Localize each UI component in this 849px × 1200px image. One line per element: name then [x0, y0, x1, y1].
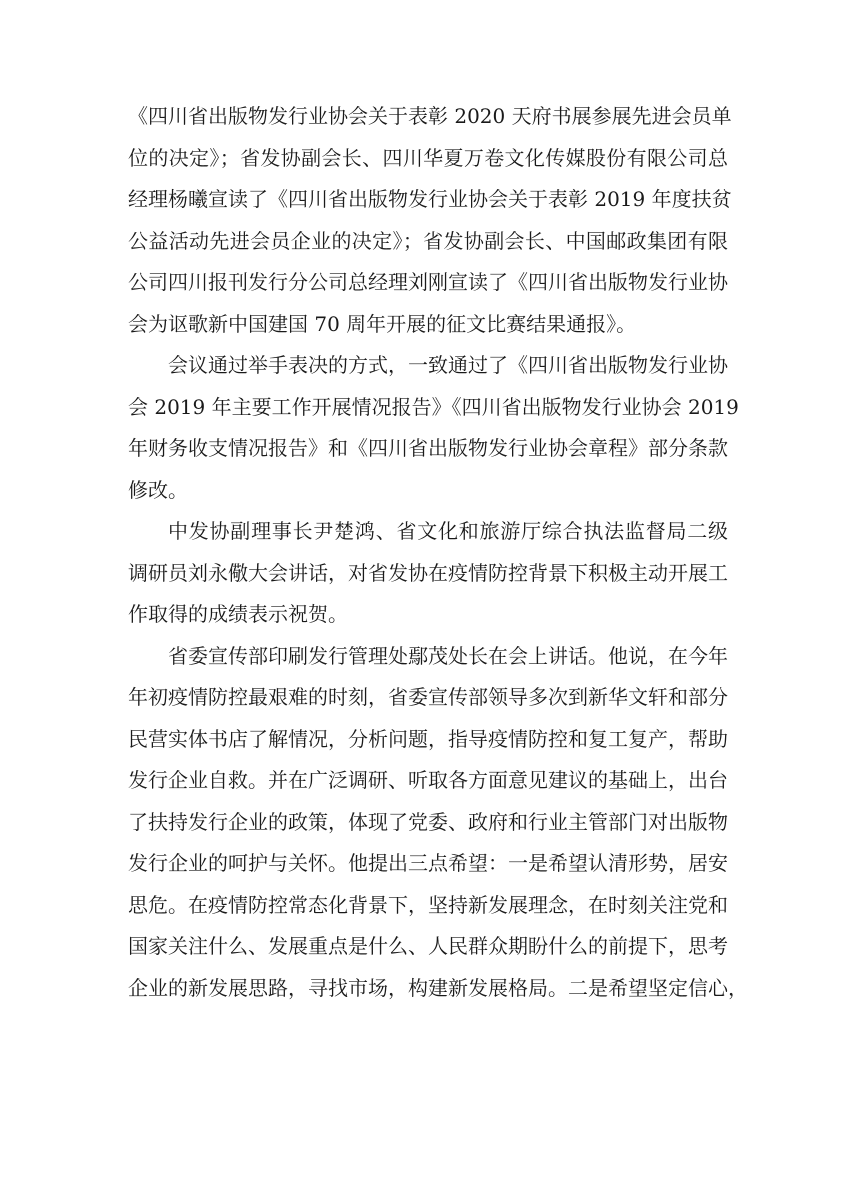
text-line: 修改。 [128, 477, 188, 502]
text-line: 国家关注什么、发展重点是什么、人民群众期盼什么的前提下，思考 [128, 934, 728, 958]
paragraph-1 [128, 96, 732, 345]
text-line: 中发协副理事长尹楚鸿、省文化和旅游厅综合执法监督局二级 [168, 519, 728, 543]
text-line: 会议通过举手表决的方式，一致通过了《四川省出版物发行业协 [168, 353, 728, 377]
text-line: 年财务收支情况报告》和《四川省出版物发行业协会章程》部分条款 [128, 436, 728, 460]
paragraph-2 [128, 345, 739, 511]
text-line: 会为讴歌新中国建国 70 周年开展的征文比赛结果通报》。 [128, 311, 637, 336]
text-line: 发行企业自救。并在广泛调研、听取各方面意见建议的基础上，出台 [128, 768, 728, 792]
text-line: 了扶持发行企业的政策，体现了党委、政府和行业主管部门对出版物 [128, 809, 728, 834]
text-line: 民营实体书店了解情况，分析问题，指导疫情防控和复工复产，帮助 [128, 726, 728, 751]
paragraph-4 [128, 636, 748, 1010]
text-line: 发行企业的呵护与关怀。他提出三点希望：一是希望认清形势，居安 [128, 851, 728, 875]
text-line: 位的决定》；省发协副会长、四川华夏万卷文化传媒股份有限公司总 [128, 145, 728, 170]
text-line: 企业的新发展思路，寻找市场，构建新发展格局。二是希望坚定信心， [128, 975, 748, 1000]
text-line: 经理杨曦宣读了《四川省出版物发行业协会关于表彰 2019 年度扶贫 [128, 187, 732, 211]
paragraph-3 [128, 511, 728, 636]
text-line: 《四川省出版物发行业协会关于表彰 2020 天府书展参展先进会员单 [128, 104, 732, 128]
text-line: 调研员刘永儆大会讲话，对省发协在疫情防控背景下积极主动开展工 [128, 560, 728, 585]
text-line: 省委宣传部印刷发行管理处鄢茂处长在会上讲话。他说，在今年 [168, 643, 728, 668]
text-line: 公司四川报刊发行分公司总经理刘刚宣读了《四川省出版物发行业协 [128, 270, 728, 294]
text-line: 年初疫情防控最艰难的时刻，省委宣传部领导多次到新华文轩和部分 [128, 685, 728, 709]
text-line: 公益活动先进会员企业的决定》；省发协副会长、中国邮政集团有限 [128, 228, 728, 253]
text-line: 作取得的成绩表示祝贺。 [128, 602, 348, 626]
document-body [128, 96, 748, 1009]
text-line: 思危。在疫情防控常态化背景下，坚持新发展理念，在时刻关注党和 [128, 892, 728, 917]
text-line: 会 2019 年主要工作开展情况报告》《四川省出版物发行业协会 2019 [128, 394, 739, 419]
